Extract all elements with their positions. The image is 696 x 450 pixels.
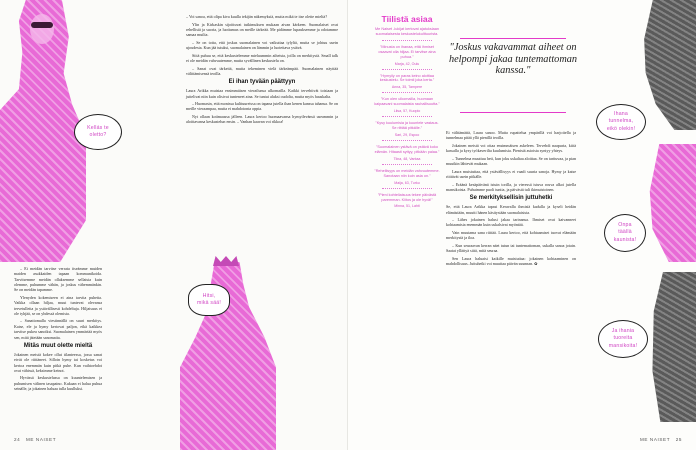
divider xyxy=(382,92,432,93)
bubble-text: Onpa täällä kaunista! xyxy=(613,222,637,243)
tip-signature: Minna, 51, Lahti xyxy=(394,204,420,209)
paragraph: Se, että Laura Arikka tapasi Keravalla ihmisiä kadulla ja kyseli heidän elämästään, muutti hänen käsitystään suomalaisista. xyxy=(446,204,576,215)
sidebar-intro: Me Naiset -lukijat kertovat ajatuksiaan suomalaisesta keskustelukulttuurista. xyxy=(375,27,439,36)
speech-bubble-top-left xyxy=(74,114,122,150)
paragraph: – Sanattomalla viestinnällä on suuri merkitys. Katse, ele ja hymy kertovat paljon, eikä kaikkea tarvitse pukea sanoiksi. Suomalainen ymmärtää myös sen, mitä jätetään sanomatta. xyxy=(14,318,102,340)
pull-quote-rule-bottom xyxy=(460,112,566,113)
reader-tips-sidebar xyxy=(374,14,440,394)
crown-icon xyxy=(213,256,239,266)
paragraph: Ylenyden kokemiseen ei aina tarvita puhetta. Vaikka ollaan hiljaa, muut tuntevat olevansa tervetulleita ja ystävällisesti kohdeltuja. Hiljaisuus ei ole tyhjää, se on yhdessä olemista. xyxy=(14,294,102,316)
paragraph: Laura muistuttaa, että ystävällisyys ei vaadi suuria sanoja. Hymy ja katse riittävät usein pitkälle. xyxy=(446,168,576,179)
tip-text: "Pieni kohteliaisuus tekee päivästä paremman. Kiitos ja ole hyvä!" xyxy=(377,192,437,202)
section-heading: Mitäs muut olette mieltä xyxy=(23,342,93,349)
divider xyxy=(382,140,432,141)
bubble-text: Ja ihania tuoreita mansikoita! xyxy=(608,328,638,349)
sunglasses-icon xyxy=(31,22,53,28)
divider xyxy=(382,69,432,70)
paragraph: Ylin ja Kirkaskin sijoittuvat tutkimuksen mukaan aivan kärkeen. Suomalaiset ovat rehellisiä ja suoria, ja luottamus on meille tärkeää. Me pidämme lupauksemme ja odotamme samaa muilta. xyxy=(186,21,338,38)
left-column-2 xyxy=(186,14,338,250)
paragraph: Sen Laura haluaisi kaikille muistuttaa: jokainen kohtaaminen on mahdollisuus. Juttuhetki voi muuttaa päivän suunnan. ✿ xyxy=(446,255,576,267)
paragraph: Nyt ollaan kotimaassa jälleen. Laura kertoo huomaavansa hymyilevänsä useammin ja aloittavansa keskustelun ensin. – Vanhan kaavan voi rikkoa! xyxy=(186,113,338,125)
speech-bubble-right-2 xyxy=(604,214,646,252)
bubble-text: Kellás te oletto? xyxy=(87,124,109,138)
paragraph: – Sanat ovat tärkeitä, mutta tekeminen vielä tärkeämpää. Suomalainen näyttää välittämisensä teoilla. xyxy=(186,65,338,76)
page-number: 24 xyxy=(14,437,21,442)
bubble-text: Hitsi, mikä sää! xyxy=(197,292,221,306)
magazine-name: ME NAISET xyxy=(639,437,671,442)
paragraph: Laura Arikka muistaa ensimmäisen vierailunsa ulkomailla. Kaikki tervehtivät toisiaan ja juttelivat niin kuin olisivat tunteneet aina. Se tuntui aluksi oudolta, mutta myös hauskalta. xyxy=(186,88,338,99)
paragraph: – Tunnelma muuttuu heti, kun joku uskaltaa aloittaa. Se on tarttuvaa, ja pian muutkin lähtevät mukaan. xyxy=(446,155,576,167)
divider xyxy=(382,40,432,41)
paragraph: Vain muutama sana riittää. Laura kertoo, että kohtaamiset tuovat elämään merkitystä ja iloa. xyxy=(446,229,576,241)
paragraph: – Ei meidän tarvitse verrata itseämme muiden maiden asukkaiden tapaan kommunikoida. Tarvitsemme meidän ollaksemme sellaisia kuin olemme, puhumme vähän, ja joskus vähemmänkin. Se on meidän tapamme. xyxy=(14,266,102,293)
footer-left xyxy=(14,437,56,442)
footer-right xyxy=(640,437,682,442)
divider xyxy=(382,164,432,165)
paragraph: – Voi sanoa, että olipa kiva kuulla tekijän näkemyksiä, mutta mikä te itse olette mieltä? xyxy=(186,14,328,19)
paragraph: – Huomasin, että monissa kulttuureissa on tapana jutella ihan kenen kanssa tahansa. Se on meille vieraampaa, mutta ei mahdotonta oppia. xyxy=(186,101,338,112)
paragraph: Jokainen meistä voi ottaa ensimmäisen askeleen. Tervehdi naapuria, kiitä kassalla ja kysy työkaverilta kuulumisia. Pienistä asioista syntyy yhteys. xyxy=(446,142,576,154)
sidebar-title: Tiilistä asiaa xyxy=(381,14,433,24)
paragraph: – Eräänä kesäpäivänä istuin torilla, ja vieressä istuva rouva alkoi jutella mansikoista. Puhuimme puoli tuntia, ja päivästä tuli ikimuistoinen. xyxy=(446,181,576,192)
tip-text: "Suomalainen ystävä on ystävä koko elämän. Hitaasti syttyy, pitkään palaa." xyxy=(374,144,440,154)
tip-text: "Kun olen ulkomailla, huomaan kaipaavani suomalaista rauhallisuutta." xyxy=(374,97,440,107)
paragraph: – Se on totta, että joskus suomalainen voi vaikuttaa tylyltä, mutta se johtuu usein ujoudesta. Kun jää tutuksi, suomalainen on lämmin ja luotettava ystävä. xyxy=(186,39,338,51)
speech-bubble-middle xyxy=(188,284,230,316)
tip-signature: Marja, 42, Oulu xyxy=(394,61,420,66)
right-column xyxy=(446,130,576,434)
tip-signature: Maija, 63, Turku xyxy=(394,180,420,185)
speech-bubble-right-3 xyxy=(598,320,648,358)
photo-face-shadow xyxy=(30,14,54,44)
magazine-name: ME NAISET xyxy=(25,437,57,442)
paragraph: – Lähes jokainen halusi jakaa tarinansa. Ihmiset ovat kaivanneet kohtaamisia enemmän kuin uskalsivat myöntää. xyxy=(446,217,576,228)
pull-quote-rule-top xyxy=(460,38,566,39)
divider xyxy=(382,188,432,189)
paragraph: Siitä puhuu se, että keskustelemme mieluummin aiheista, joilla on merkitystä. Small talk ei ole meidän vahvuutemme, mutta syvällinen keskustelu on. xyxy=(186,52,338,63)
tip-signature: Sari, 29, Espoo xyxy=(394,132,420,137)
section-heading: Se merkityksellisin juttuhetki xyxy=(469,195,553,202)
paragraph: Ei välttämättä, Laura sanoo. Mutta rupattelua ympärillä voi harjoitella ja tunnelmaa pitää yllä pienillä teoilla. xyxy=(446,130,576,141)
left-column-1 xyxy=(14,266,102,436)
paragraph: Hyvässä keskustelussa on kuuntelemisen ja puhumisen välinen tasapaino. Kukaan ei halua puhua seinälle, ja jokainen haluaa tulla kuulluksi. xyxy=(14,375,102,392)
tip-text: "Kysy kuulumisia ja kuuntele vastaus. Se riittää pitkälle." xyxy=(375,121,439,131)
tip-signature: Anna, 35, Tampere xyxy=(391,85,423,90)
tip-text: "Hymyily on paras keino aloittaa keskustelu. Se toimii joka kerta." xyxy=(379,73,435,83)
paragraph: – Kun seuraavan kerran näet tutun tai tuntemattoman, uskalla sanoa jotain. Saatat yllättyä siitä, mitä seuraa. xyxy=(446,242,576,254)
bubble-text: Ihana tunnelma, eikö olekin! xyxy=(606,111,636,132)
tip-signature: Liisa, 57, Kuopio xyxy=(393,109,421,114)
tip-text: "Rehellisyys on meidän vahvuutemme. Sanotaan niin kuin asia on." xyxy=(374,168,440,178)
paragraph: Jokainen meistä kokee ollut tilanteessa, jossa sanat eivät ole riittäneet. Silloin hymy tai kosketus voi kertoa enemmän kuin pitkä puhe. Kun vaihtoehdot ovat vähissä, keksimme keinot. xyxy=(14,351,102,373)
tip-text: "Minusta on ihanaa, että ihmiset osaavat olla hiljaa. Ei tarvitse aina puhua." xyxy=(378,44,436,59)
pull-quote: "Joskus vakavammat aiheet on helpompi jakaa tuntemattoman kanssa." xyxy=(448,42,578,76)
tip-signature: Tiina, 48, Vantaa xyxy=(393,156,421,161)
speech-bubble-right-1 xyxy=(596,104,646,140)
divider xyxy=(382,116,432,117)
page-number: 25 xyxy=(675,437,682,442)
section-heading: Ei ihan tyvään päättyyn xyxy=(228,79,296,86)
